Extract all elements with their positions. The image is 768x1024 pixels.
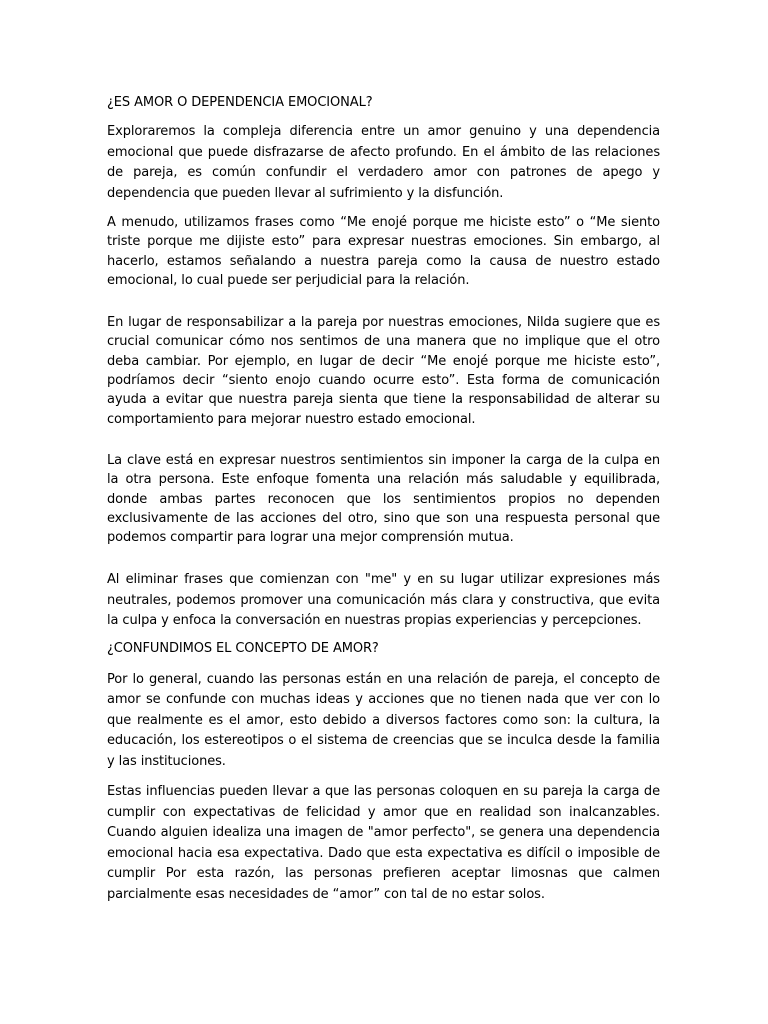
paragraph-concepto-amor: Por lo general, cuando las personas están en una relación de pareja, el concepto de amor se confunde con muchas ideas y acciones que no tienen nada que ver con lo que realmente es el amor, esto debido a diversos factores como son: la cultura, la educación, los estereotipos o el sistema de creencias que se inculca desde la familia y las instituciones. xyxy=(107,671,660,769)
paragraph-intro: Exploraremos la compleja diferencia entre un amor genuino y una dependencia emocional que puede disfrazarse de afecto profundo. En el ámbito de las relaciones de pareja, es común confundir el verdadero amor con patrones de apego y dependencia que pueden llevar al sufrimiento y la disfunción. xyxy=(107,124,660,201)
paragraph-eliminar-frases: Al eliminar frases que comienzan con "me" y en su lugar utilizar expresiones más neutrales, podemos promover una comunicación más clara y constructiva, que evita la culpa y enfoca la conversación en nuestras propias experiencias y percepciones. xyxy=(107,572,660,629)
paragraph-frases-emociones: A menudo, utilizamos frases como “Me enojé porque me hiciste esto” o “Me siento triste porque me dijiste esto” para expresar nuestras emociones. Sin embargo, al hacerlo, estamos señalando a nuestra pareja como la causa de nuestro estado emocional, lo cual puede ser perjudicial para la relación. xyxy=(107,215,660,288)
paragraph-clave: La clave está en expresar nuestros sentimientos sin imponer la carga de la culpa en la otra persona. Este enfoque fomenta una relación más saludable y equilibrada, donde ambas partes reconocen que los sentimientos propios no dependen exclusivamente de las acciones del otro, sino que son una respuesta personal que podemos compartir para lograr una mejor comprensión mutua. xyxy=(107,452,660,546)
section-heading-amor-o-dependencia: ¿ES AMOR O DEPENDENCIA EMOCIONAL? xyxy=(107,95,373,110)
paragraph-influencias: Estas influencias pueden llevar a que las personas coloquen en su pareja la carga de cumplir con expectativas de felicidad y amor que en realidad son inalcanzables. Cuando alguien idealiza una imagen de "amor perfecto", se genera una dependencia emocional hacia esa expectativa. Dado que esta expectativa es difícil o imposible de cumplir Por esta razón, las personas prefieren aceptar limosnas que calmen parcialmente esas necesidades de “amor” con tal de no estar solos. xyxy=(107,784,660,902)
section-heading-confundimos-amor: ¿CONFUNDIMOS EL CONCEPTO DE AMOR? xyxy=(107,640,379,656)
document-page xyxy=(107,93,660,905)
paragraph-responsabilizar: En lugar de responsabilizar a la pareja por nuestras emociones, Nilda sugiere que es crucial comunicar cómo nos sentimos de una manera que no implique que el otro deba cambiar. Por ejemplo, en lugar de decir “Me enojé porque me hiciste esto”, podríamos decir “siento enojo cuando ocurre esto”. Esta forma de comunicación ayuda a evitar que nuestra pareja sienta que tiene la responsabilidad de alterar su comportamiento para mejorar nuestro estado emocional. xyxy=(107,315,660,427)
